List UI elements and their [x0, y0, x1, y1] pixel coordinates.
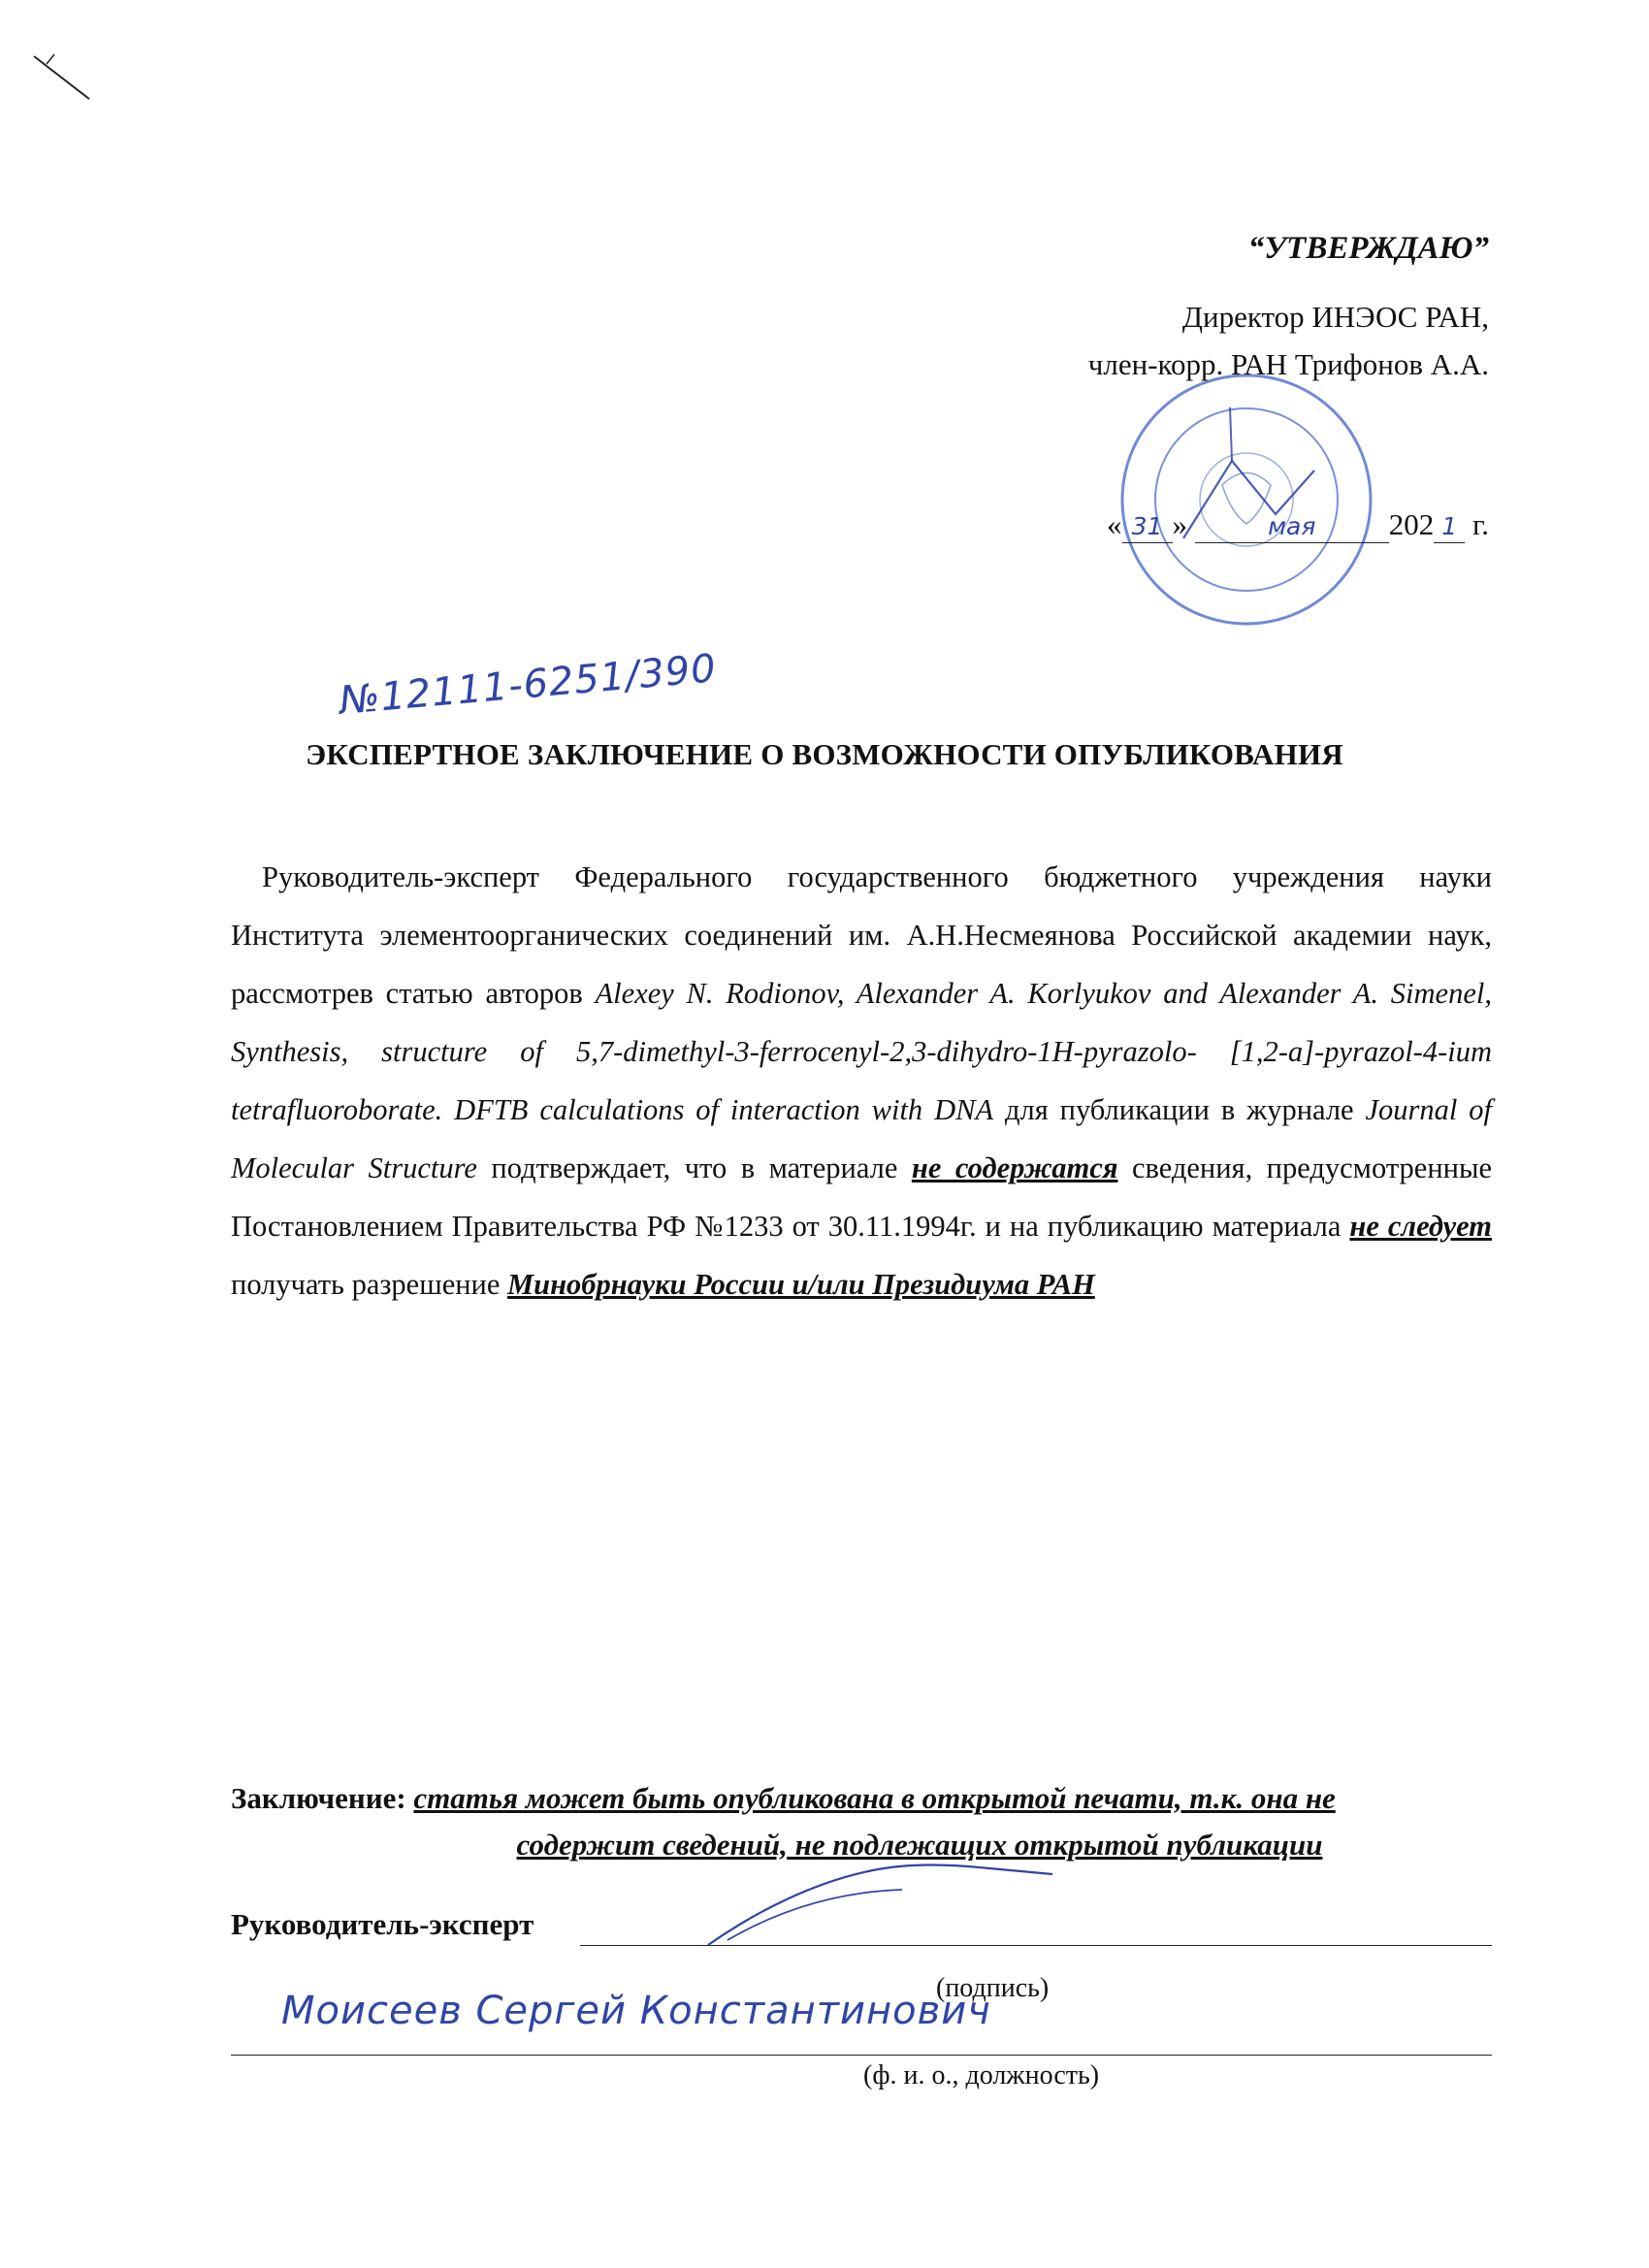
approval-block: [1088, 233, 1489, 397]
date-year-label: г.: [1472, 507, 1489, 541]
handwritten-name: Моисеев Сергей Константинович: [281, 1989, 991, 2033]
body-intro: Руководитель-эксперт Федерального государственного бюджетного учреждения науки Института элементоорганических соединений им. А.Н.Несмеянова Российской академии наук, рассмотрев статью авторов: [231, 860, 1492, 1010]
corner-pencil-mark: [29, 49, 97, 107]
body-paragraph: [231, 848, 1492, 1313]
body-decree: сведения, предусмотренные Постановлением Правительства РФ №1233 от 30.11.1994г. и на публикацию материала: [231, 1151, 1492, 1243]
official-stamp: [1116, 369, 1377, 631]
journal-name: Journal of Molecular Structure: [231, 1093, 1492, 1184]
conclusion-text-2: содержит сведений, не подлежащих открытой публикации: [516, 1828, 1323, 1862]
registration-number: №12111-6251/390: [337, 646, 719, 724]
approval-position: Директор ИНЭОС РАН,: [1181, 300, 1489, 334]
date-close-quote: »: [1172, 507, 1188, 541]
date-open-quote: «: [1107, 507, 1122, 541]
approval-title: “УТВЕРЖДАЮ”: [1247, 231, 1489, 266]
signature-caption: (подпись): [936, 1973, 1050, 2003]
not-contain-emphasis: не содержатся: [911, 1151, 1118, 1184]
conclusion-label: Заключение:: [231, 1781, 406, 1815]
document-title: ЭКСПЕРТНОЕ ЗАКЛЮЧЕНИЕ О ВОЗМОЖНОСТИ ОПУБЛИКОВАНИЯ: [306, 737, 1343, 771]
date-year-prefix: 202: [1388, 507, 1435, 541]
body-journal-intro: для публикации в журнале: [993, 1093, 1366, 1126]
name-caption: (ф. и. о., должность): [863, 2060, 1100, 2090]
article-authors-title: Alexey N. Rodionov, Alexander A. Korlyukov and Alexander A. Simenel, Synthesis, structure of 5,7-dimethyl-3-ferrocenyl-2,3-dihydro-1H-pyrazolo- [1,2-a]-pyrazol-4-ium tetrafluoroborate. DFTB calculations of interaction with DNA: [231, 977, 1492, 1126]
approval-person: член-корр. РАН Трифонов А.А.: [1087, 347, 1489, 381]
name-line: [231, 2055, 1492, 2056]
handwritten-signature: [669, 1853, 1077, 1960]
body-confirm: подтверждает, что в материале: [476, 1151, 912, 1184]
signature-label: Руководитель-эксперт: [231, 1907, 534, 1941]
not-needed-emphasis: не следует: [1349, 1210, 1492, 1243]
approval-date: [1107, 507, 1489, 543]
date-month: мая: [1268, 512, 1316, 540]
date-day: 31: [1131, 512, 1163, 540]
date-year-suffix: 1: [1441, 512, 1458, 540]
ministry-emphasis: Минобрнауки России и/или Президиума РАН: [507, 1268, 1095, 1301]
conclusion-text-1: статья может быть опубликована в открытой печати, т.к. она не: [413, 1781, 1336, 1815]
body-permission: получать разрешение: [231, 1268, 508, 1301]
